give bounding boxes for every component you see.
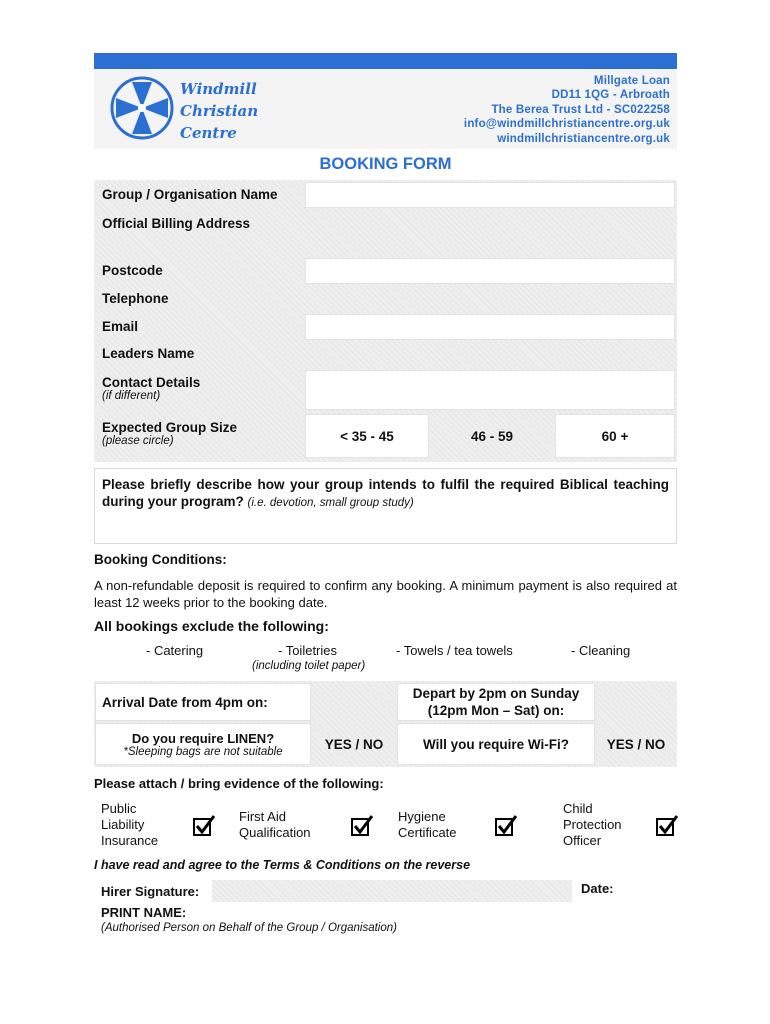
wifi-label: Will you require Wi-Fi? [397, 723, 595, 765]
billing-address-label: Official Billing Address [102, 216, 251, 231]
wifi-answer[interactable]: YES / NO [606, 736, 666, 752]
linen-note: *Sleeping bags are not suitable [123, 745, 283, 758]
teaching-example: (i.e. devotion, small group study) [247, 497, 414, 509]
evidence-hygiene [398, 809, 457, 841]
date-label: Date: [581, 881, 614, 896]
arrival-label: Arrival Date from 4pm on: [102, 695, 268, 710]
group-size-note: (please circle) [102, 435, 174, 447]
group-size-option-medium[interactable]: 46 - 59 [470, 428, 514, 444]
group-size-label [102, 420, 237, 447]
evidence-first-aid [239, 809, 311, 841]
evidence-item-line: Public [101, 801, 137, 816]
header-accent-bar [94, 53, 677, 69]
contact-details-field[interactable] [305, 370, 675, 410]
evidence-item-line: Insurance [101, 833, 159, 848]
teaching-question-text: Please briefly describe how your group intends to fulfil the required Biblical teaching during your program? [102, 477, 669, 509]
address-postcode: DD11 1QG - Arbroath [551, 89, 670, 102]
linen-answer[interactable]: YES / NO [324, 736, 384, 752]
exclusion-catering: - Catering [146, 643, 204, 658]
evidence-item-line: Qualification [239, 825, 311, 840]
teaching-question [102, 476, 669, 512]
evidence-item-line: Child [563, 801, 593, 816]
hirer-signature-label: Hirer Signature: [101, 884, 200, 899]
booking-conditions-text: A non-refundable deposit is required to confirm any booking. A minimum payment is also required at least 12 weeks prior to the booking date. [94, 578, 677, 610]
org-name-line-3: Centre [180, 124, 237, 142]
leaders-name-label: Leaders Name [102, 346, 195, 361]
org-name-line-1: Windmill [180, 80, 257, 98]
checkbox-checked-icon[interactable] [351, 814, 373, 836]
address-street: Millgate Loan [593, 75, 670, 87]
address-company: The Berea Trust Ltd - SC022258 [491, 103, 670, 116]
depart-label-line-1: Depart by 2pm on Sunday [412, 686, 580, 701]
evidence-child-protection [563, 801, 622, 849]
authorised-person-note: (Authorised Person on Behalf of the Group / Organisation) [101, 922, 397, 934]
group-size-option-large[interactable]: 60 + [555, 414, 675, 458]
checkbox-checked-icon[interactable] [495, 814, 517, 836]
address-block [464, 74, 670, 146]
exclusions-heading: All bookings exclude the following: [94, 618, 329, 634]
evidence-item-line: Certificate [398, 825, 457, 840]
depart-label-line-2: (12pm Mon – Sat) on: [427, 703, 565, 718]
linen-label: Do you require LINEN? [131, 730, 275, 746]
postcode-field[interactable] [305, 258, 675, 284]
evidence-item-line: First Aid [239, 809, 286, 824]
terms-agreement: I have read and agree to the Terms & Conditions on the reverse [94, 858, 471, 872]
evidence-item-line: Hygiene [398, 809, 446, 824]
evidence-public-liability [101, 801, 158, 849]
hirer-signature-field[interactable] [212, 880, 572, 902]
contact-details-note: (if different) [102, 390, 161, 402]
print-name-label: PRINT NAME: [101, 905, 187, 920]
exclusion-cleaning: - Cleaning [571, 643, 631, 658]
depart-date-field[interactable] [597, 683, 675, 721]
linen-label-cell [95, 723, 311, 765]
checkbox-checked-icon[interactable] [193, 814, 215, 836]
address-email: info@windmillchristiancentre.org.uk [463, 118, 670, 131]
email-field[interactable] [305, 314, 675, 340]
telephone-label: Telephone [102, 291, 169, 306]
org-name-line-2: Christian [180, 102, 259, 120]
form-title: BOOKING FORM [319, 155, 452, 173]
exclusion-towels: - Towels / tea towels [396, 643, 513, 658]
evidence-item-line: Officer [563, 833, 602, 848]
toiletries-note: (including toilet paper) [252, 660, 366, 672]
postcode-label: Postcode [102, 263, 163, 278]
evidence-item-line: Liability [101, 817, 145, 832]
group-size-option-small[interactable]: < 35 - 45 [305, 414, 429, 458]
organisation-name [180, 78, 258, 144]
address-website: windmillchristiancentre.org.uk [497, 132, 670, 145]
evidence-heading: Please attach / bring evidence of the following: [94, 776, 384, 791]
group-size-text: Expected Group Size [102, 420, 238, 435]
evidence-item-line: Protection [563, 817, 622, 832]
group-name-label: Group / Organisation Name [102, 187, 278, 202]
group-name-field[interactable] [305, 182, 675, 208]
arrival-date-field[interactable] [313, 683, 395, 721]
windmill-logo-icon [110, 76, 174, 140]
contact-details-text: Contact Details [102, 375, 201, 390]
contact-details-label [102, 375, 200, 402]
checkbox-checked-icon[interactable] [656, 814, 678, 836]
booking-conditions-heading: Booking Conditions: [94, 552, 227, 567]
exclusion-toiletries: - Toiletries [278, 643, 338, 658]
depart-label-cell [397, 683, 595, 721]
email-label: Email [102, 319, 139, 334]
